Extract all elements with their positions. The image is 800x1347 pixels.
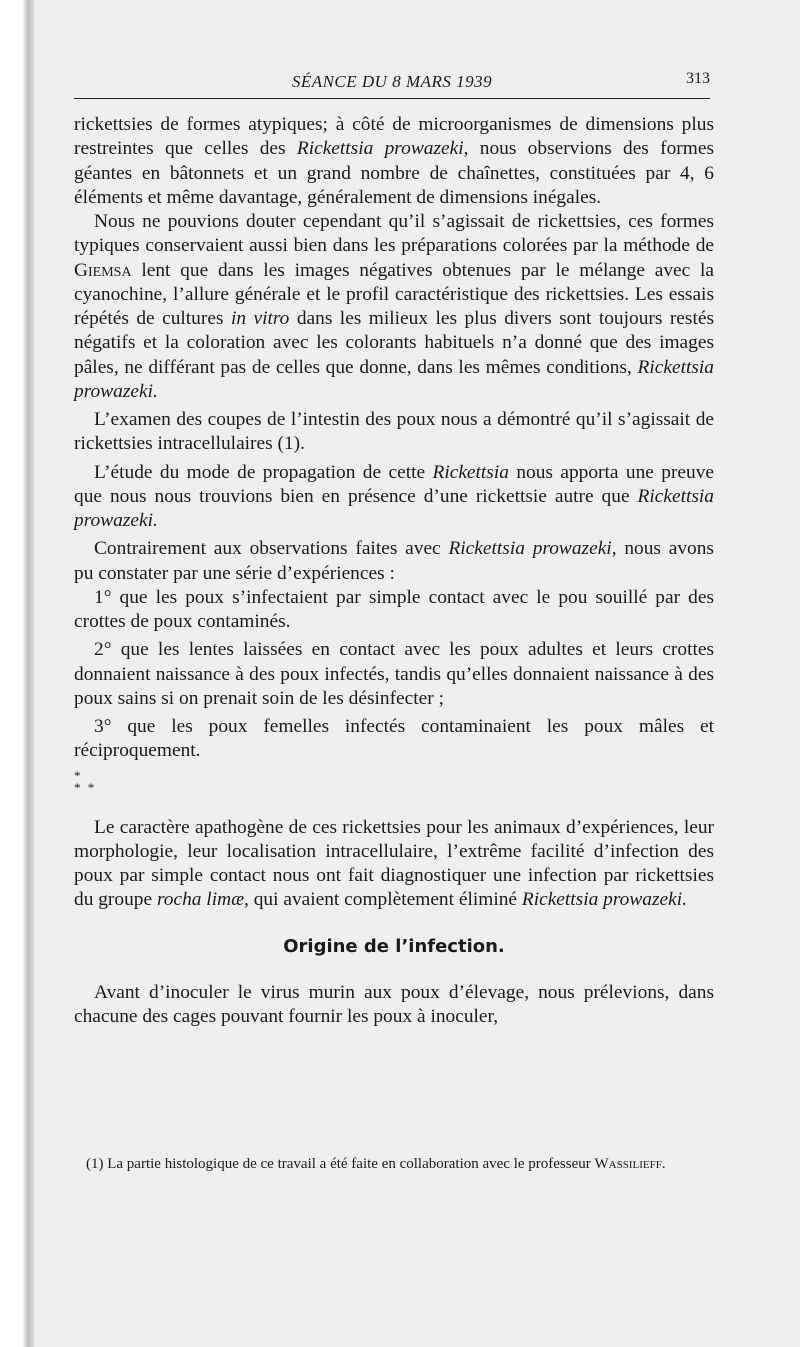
list-item: 2° que les lentes laissées en contact avec les poux adultes et leurs crottes donnaient naissance à des poux infectés, tandis qu’elles donnaient naissance à des poux sains si on prenait soin de les désinfecter ; (74, 639, 714, 709)
paragraph: L’étude du mode de propagation de cette Rickettsia nous apporta une preuve que nous nous trouvions bien en présence d’une rickettsie autre que Rickettsia prowazeki. (74, 461, 715, 531)
body-text (74, 113, 714, 1029)
section-heading: Origine de l’infection. (283, 935, 505, 957)
asterism: * * * (74, 767, 97, 795)
header-rule (74, 98, 710, 99)
page-header (74, 70, 710, 96)
page-edge-shadow (0, 0, 34, 1347)
paragraph: Le caractère apathogène de ces rickettsies pour les animaux d’expériences, leur morphologie, leur localisation intracellulaire, l’extrême facilité d’infection des poux par simple contact nous ont fait diagnostiquer une infection par rickettsies du groupe rocha limæ, qui avaient complètement éliminé Rickettsia prowazeki. (74, 816, 714, 911)
paragraph: rickettsies de formes atypiques; à côté de microorganismes de dimensions plus restreintes que celles des Rickettsia prowazeki, nous observions des formes géantes en bâtonnets et un grand nombre de chaînettes, constituées par 4, 6 éléments et même davantage, généralement de dimensions inégales. (74, 114, 714, 208)
footnote-text: (1) La partie histologique de ce travail a été faite en collaboration avec le professeur Wassilieff. (86, 1156, 666, 1172)
paragraph: Contrairement aux observations faites avec Rickettsia prowazeki, nous avons pu constater par une série d’expériences : (74, 538, 714, 584)
paragraph: Avant d’inoculer le virus murin aux poux d’élevage, nous prélevions, dans chacune des cages pouvant fournir les poux à inoculer, (74, 981, 714, 1027)
page-number: 313 (686, 70, 710, 87)
paragraph: Nous ne pouvions douter cependant qu’il s’agissait de rickettsies, ces formes typiques conservaient aussi bien dans les préparations colorées par la méthode de Giemsa lent que dans les images négatives obtenues par le mélange avec la cyanochine, l’allure générale et le profil caractéristique des rickettsies. Les essais répétés de cultures in vitro dans les milieux les plus divers sont toujours restés négatifs et la coloration avec les colorants habituels n’a donné que des images pâles, ne différant pas de celles que donne, dans les mêmes conditions, Rickettsia prowazeki. (74, 211, 714, 402)
footnote (74, 1153, 714, 1175)
list-item: 3° que les poux femelles infectés contaminaient les poux mâles et réciproquement. (74, 716, 714, 762)
paragraph: L’examen des coupes de l’intestin des poux nous a démontré qu’il s’agissait de rickettsies intracellulaires (1). (74, 409, 714, 455)
list-item: 1° que les poux s’infectaient par simple contact avec le pou souillé par des crottes de poux contaminés. (74, 586, 714, 632)
running-title: SÉANCE DU 8 MARS 1939 (291, 72, 493, 91)
